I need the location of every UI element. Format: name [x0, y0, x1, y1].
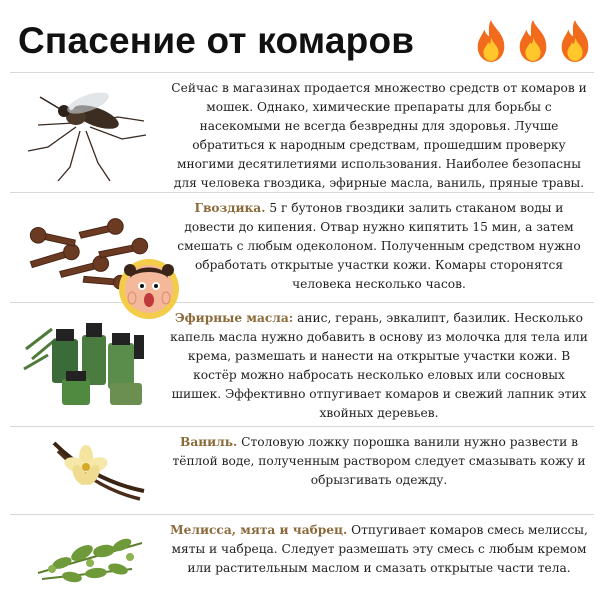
herbs-image: [32, 523, 152, 593]
section-intro: [10, 72, 594, 191]
section-text: Ваниль. Столовую ложку порошка ванили нужно развести в тёплой воде, полученным раствором следует смазывать кожу и обрызгивать одежду.: [172, 435, 586, 487]
fire-icon: [472, 18, 510, 64]
section-oils: [10, 302, 594, 423]
fire-icon: [514, 18, 552, 64]
shocked-face-icon: [118, 258, 180, 320]
section-vanilla: [10, 426, 594, 511]
fire-icon: [556, 18, 594, 64]
page-title: Спасение от комаров: [18, 20, 415, 61]
flames: [472, 18, 594, 64]
section-text: Сейчас в магазинах продается множество средств от комаров и мошек. Однако, химические препараты для борьбы с насекомыми не всегда безвредны для здоровья. Лучше обратиться к народным средствам, прошедшим проверку многими десятилетиями использования. Наиболее безопасны для человека гвоздика, эфирные масла, ваниль, пряные травы.: [171, 81, 587, 190]
mosquito-image: [18, 77, 158, 187]
section-text: Гвоздика. 5 г бутонов гвоздики залить стаканом воды и довести до кипения. Отвар нужно кипятить 15 мин, а затем смешать с любым одеколоном. Полученным средством нужно обработать открытые участки кожи. Комары сторонятся человека несколько часов.: [177, 201, 581, 291]
section-cloves: [10, 192, 594, 301]
vanilla-image: [44, 433, 154, 503]
section-text: Мелисса, мята и чабрец. Отпугивает комаров смесь мелиссы, мяты и чабреца. Следует размешать эту смесь с любым кремом или растительным маслом и смазать открытые части тела.: [170, 523, 588, 575]
oil-bottles-image: [22, 309, 152, 409]
section-herbs: [10, 514, 594, 601]
section-text: Эфирные масла: анис, герань, эвкалипт, базилик. Несколько капель масла нужно добавить в основу из молочка для тела или крема, размешать и нанести на открытые участки кожи. В костёр можно набросать несколько еловых или сосновых шишек. Эффективно отпугивает комаров и свежий лапник этих хвойных деревьев.: [170, 311, 588, 420]
